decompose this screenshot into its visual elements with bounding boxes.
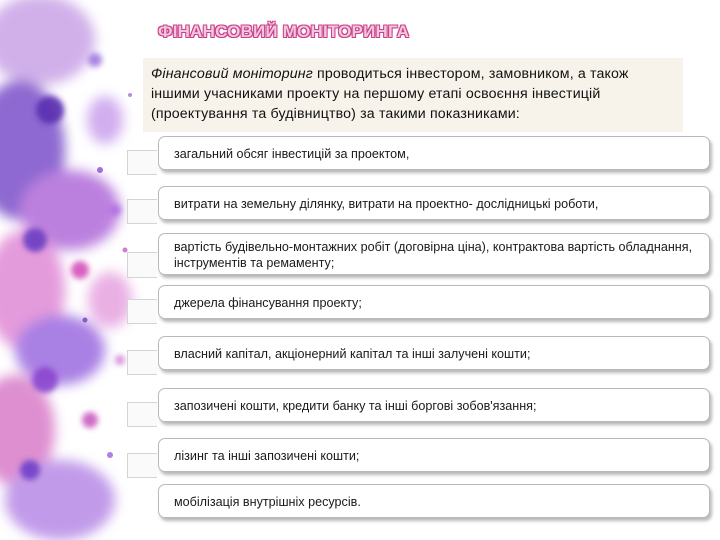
list-connector [127, 199, 157, 224]
list-item-text: вартість будівельно-монтажних робіт (договірна ціна), контрактова вартість обладнання, інструментів та ремаменту; [174, 239, 693, 270]
list-item-text: запозичені кошти, кредити банку та інші боргові зобов'язання; [174, 398, 537, 413]
list-item [158, 233, 710, 275]
list-item [158, 438, 710, 472]
list-item-text: джерела фінансування проекту; [174, 295, 362, 310]
list-item [158, 136, 710, 170]
list-item-text: мобілізація внутрішніх ресурсів. [174, 494, 361, 509]
list-connector [127, 150, 157, 175]
list-item-text: загальний обсяг інвестицій за проектом, [174, 146, 410, 161]
list-connector [127, 453, 157, 478]
intro-text: проводиться інвестором, замовником, а також іншими учасниками проекту на першому етапі освоєння інвестицій (проектування та будівництво) за такими показниками: [151, 66, 629, 122]
intro-term: Фінансовий моніторинг [151, 66, 313, 82]
list-item [158, 186, 710, 220]
list-item-text: лізинг та інші запозичені кошти; [174, 448, 360, 463]
list-connector [127, 402, 157, 427]
list-item-text: власний капітал, акціонерний капітал та інші залучені кошти; [174, 346, 531, 361]
list-item [158, 484, 710, 518]
list-item [158, 285, 710, 319]
list-connector [127, 299, 157, 324]
list-item [158, 388, 710, 422]
list-item-text: витрати на земельну ділянку, витрати на проектно- дослідницькі роботи, [174, 196, 599, 211]
list-connector [127, 252, 157, 278]
list-connector [127, 350, 157, 375]
slide-title: ФІНАНСОВИЙ МОНІТОРИНГА [158, 22, 410, 41]
list-item [158, 336, 710, 370]
